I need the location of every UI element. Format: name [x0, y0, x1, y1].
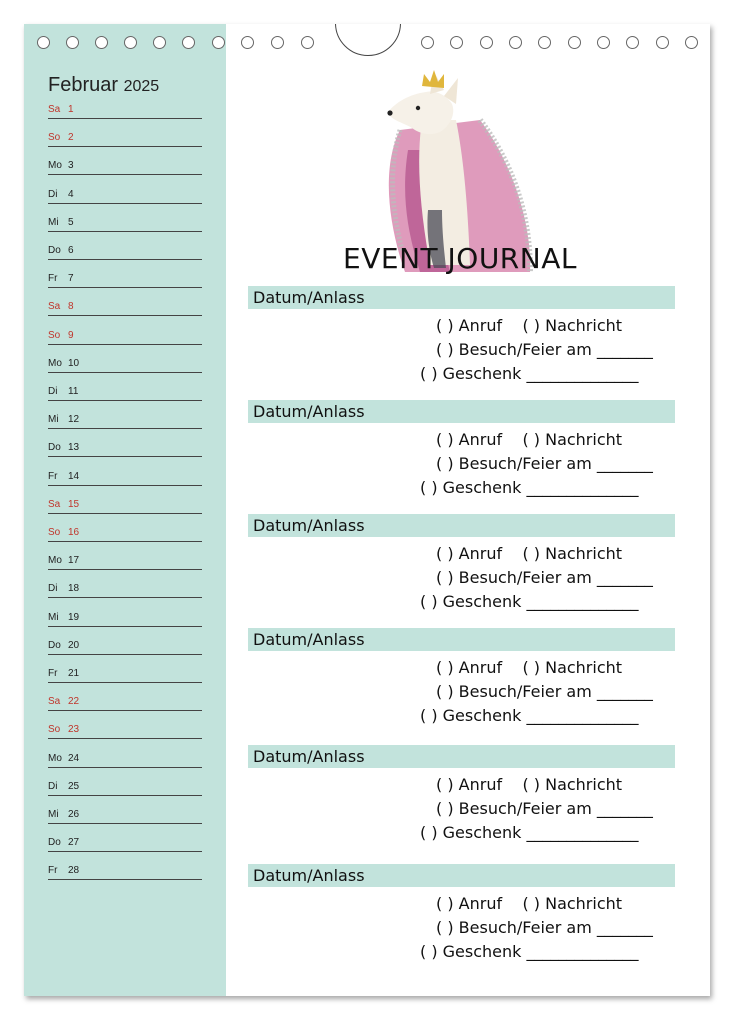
binding-hole [509, 36, 522, 49]
section-line1: ( ) Anruf ( ) Nachricht [436, 658, 623, 677]
day-weekday: Mo [48, 160, 62, 172]
day-number: 3 [68, 160, 74, 172]
section-header: Datum/Anlass [248, 400, 675, 423]
day-row [48, 328, 202, 345]
day-weekday: Fr [48, 865, 58, 877]
section-line2: ( ) Besuch/Feier am _______ [436, 918, 653, 937]
day-weekday: So [48, 527, 61, 538]
section-line2: ( ) Besuch/Feier am _______ [436, 568, 653, 587]
day-row [48, 243, 202, 260]
day-number: 11 [68, 386, 79, 397]
binding-hole [421, 36, 434, 49]
day-row [48, 469, 202, 486]
day-weekday: Sa [48, 104, 61, 115]
month-name: Februar [48, 74, 119, 96]
day-number: 2 [68, 132, 74, 144]
binding-hole [656, 36, 669, 49]
day-weekday: Do [48, 639, 61, 651]
section-header: Datum/Anlass [248, 286, 675, 309]
day-number: 24 [68, 752, 80, 764]
binding-hole [212, 36, 225, 49]
day-row [48, 751, 202, 768]
day-row [48, 130, 202, 147]
day-row [48, 384, 202, 401]
binding-hole [538, 36, 551, 49]
section-line1: ( ) Anruf ( ) Nachricht [436, 316, 623, 335]
day-row [48, 807, 202, 824]
day-weekday: Di [48, 188, 58, 200]
binding-hole [480, 36, 493, 49]
section-header: Datum/Anlass [248, 628, 675, 651]
day-number: 27 [68, 837, 80, 849]
binding-hole [124, 36, 137, 49]
section-line2: ( ) Besuch/Feier am _______ [436, 340, 653, 359]
day-row [48, 299, 202, 316]
day-weekday: Do [48, 245, 61, 256]
day-number: 7 [68, 273, 74, 285]
day-weekday: Mo [48, 357, 62, 369]
day-number: 22 [68, 696, 80, 708]
day-weekday: Sa [48, 696, 61, 708]
day-row [48, 497, 202, 514]
day-row [48, 187, 202, 204]
day-weekday: Mi [48, 216, 59, 228]
day-row [48, 271, 202, 288]
day-number: 15 [68, 498, 80, 510]
section-header: Datum/Anlass [248, 514, 675, 537]
day-weekday: Fr [48, 668, 58, 679]
day-weekday: Di [48, 583, 58, 595]
day-number: 19 [68, 611, 80, 623]
day-weekday: So [48, 329, 61, 341]
day-row [48, 638, 202, 655]
day-number: 4 [68, 188, 74, 200]
binding-hole [182, 36, 195, 49]
binding-hole [597, 36, 610, 49]
section-line3: ( ) Geschenk ______________ [420, 478, 639, 497]
section-line1: ( ) Anruf ( ) Nachricht [436, 894, 623, 913]
binding-hole [685, 36, 698, 49]
day-row [48, 835, 202, 852]
day-row [48, 440, 202, 457]
binding-hole [271, 36, 284, 49]
binding-hole [37, 36, 50, 49]
day-weekday: Do [48, 442, 61, 454]
month-title [48, 74, 159, 97]
day-number: 26 [68, 809, 80, 820]
day-number: 25 [68, 780, 80, 792]
day-number: 16 [68, 527, 80, 538]
day-row [48, 215, 202, 232]
day-number: 13 [68, 442, 80, 454]
binding-hole [95, 36, 108, 49]
day-weekday: So [48, 132, 61, 144]
binding-hole [66, 36, 79, 49]
day-row [48, 525, 202, 542]
day-number: 5 [68, 216, 74, 228]
binding-hole [241, 36, 254, 49]
day-row [48, 102, 202, 119]
day-row [48, 581, 202, 598]
day-row [48, 863, 202, 880]
day-row [48, 412, 202, 429]
day-weekday: Di [48, 780, 58, 792]
day-row [48, 610, 202, 627]
day-weekday: Fr [48, 273, 58, 285]
section-line2: ( ) Besuch/Feier am _______ [436, 799, 653, 818]
calendar-page [24, 24, 710, 996]
day-weekday: Di [48, 386, 58, 397]
section-line3: ( ) Geschenk ______________ [420, 364, 639, 383]
day-row [48, 553, 202, 570]
day-row [48, 694, 202, 711]
section-line3: ( ) Geschenk ______________ [420, 823, 639, 842]
section-line2: ( ) Besuch/Feier am _______ [436, 682, 653, 701]
day-number: 21 [68, 668, 80, 679]
day-number: 20 [68, 639, 80, 651]
day-weekday: Mi [48, 414, 59, 426]
day-number: 9 [68, 329, 74, 341]
section-line2: ( ) Besuch/Feier am _______ [436, 454, 653, 473]
day-number: 28 [68, 865, 80, 877]
day-number: 14 [68, 470, 80, 482]
binding-hole [568, 36, 581, 49]
day-weekday: Mo [48, 555, 62, 567]
day-number: 1 [68, 104, 74, 115]
dog-illustration [360, 50, 540, 274]
day-number: 17 [68, 555, 80, 567]
section-line1: ( ) Anruf ( ) Nachricht [436, 775, 623, 794]
day-number: 8 [68, 301, 74, 313]
section-header: Datum/Anlass [248, 745, 675, 768]
day-weekday: Fr [48, 470, 58, 482]
section-header: Datum/Anlass [248, 864, 675, 887]
day-number: 12 [68, 414, 80, 426]
day-weekday: Do [48, 837, 61, 849]
calendar-sidebar [24, 24, 226, 996]
section-line1: ( ) Anruf ( ) Nachricht [436, 430, 623, 449]
day-weekday: Mi [48, 809, 59, 820]
day-row [48, 722, 202, 739]
section-line3: ( ) Geschenk ______________ [420, 706, 639, 725]
binding-hole [301, 36, 314, 49]
day-row [48, 779, 202, 796]
day-number: 23 [68, 724, 80, 736]
day-row [48, 666, 202, 683]
day-weekday: So [48, 724, 61, 736]
day-weekday: Sa [48, 498, 61, 510]
month-year: 2025 [123, 78, 160, 95]
day-number: 18 [68, 583, 80, 595]
day-weekday: Mi [48, 611, 59, 623]
binding-hole [450, 36, 463, 49]
day-weekday: Sa [48, 301, 61, 313]
day-number: 10 [68, 357, 80, 369]
binding-hole [153, 36, 166, 49]
journal-title: EVENT JOURNAL [343, 242, 577, 275]
section-line3: ( ) Geschenk ______________ [420, 942, 639, 961]
section-line3: ( ) Geschenk ______________ [420, 592, 639, 611]
day-row [48, 158, 202, 175]
day-weekday: Mo [48, 752, 62, 764]
section-line1: ( ) Anruf ( ) Nachricht [436, 544, 623, 563]
day-number: 6 [68, 245, 74, 256]
day-row [48, 356, 202, 373]
binding-hole [626, 36, 639, 49]
